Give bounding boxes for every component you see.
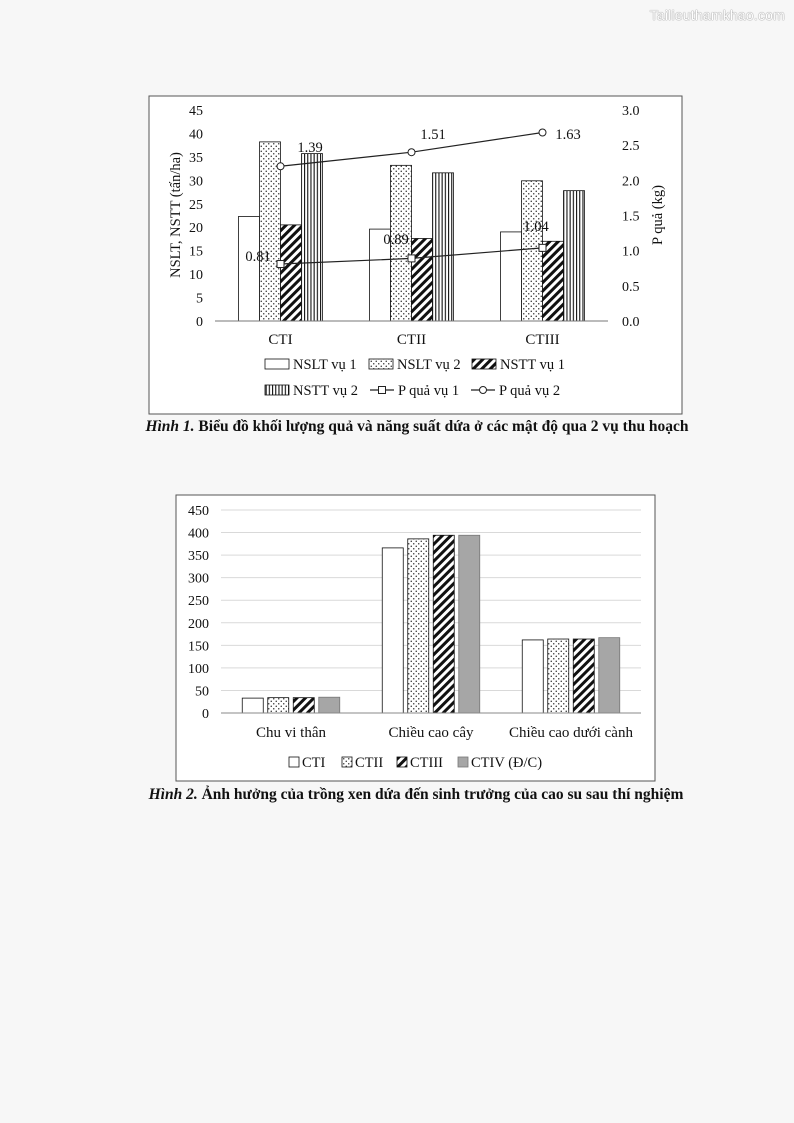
y-tick-label: 0 (202, 707, 209, 722)
legend-label-nslt-vu-2: NSLT vụ 2 (397, 357, 461, 373)
y2-tick-label: 3.0 (622, 104, 640, 119)
bar-cti-chieu-cao-cay (382, 548, 403, 713)
data-label-p-qua-vu-2: 1.51 (420, 127, 446, 143)
y-tick-label: 30 (189, 174, 203, 190)
bar-ctiii-chu-vi-than (293, 698, 314, 713)
data-label-p-qua-vu-1: 0.89 (383, 232, 409, 248)
y-tick-label: 10 (189, 268, 203, 284)
bar-cti-chu-vi-than (242, 698, 263, 713)
legend-label-ctiii: CTIII (410, 755, 444, 771)
figure-1-caption (120, 417, 714, 437)
x-tick-label: Chiều cao cây (388, 725, 474, 741)
legend-label-p-qua-vu-2: P quả vụ 2 (499, 383, 561, 399)
y-tick-label: 35 (189, 150, 203, 166)
y-tick-label: 5 (196, 291, 203, 307)
data-label-p-qua-vu-1: 0.81 (245, 249, 271, 265)
y-tick-label: 0 (196, 315, 203, 330)
bar-ctiv-d-c-chu-vi-than (319, 697, 340, 713)
bar-ctii-chieu-cao-cay (408, 539, 429, 713)
x-tick-label: Chiều cao dưới cành (509, 725, 633, 741)
legend-swatch-cti (289, 757, 299, 767)
y2-tick-label: 0.0 (622, 315, 640, 330)
legend-label-ctiv-d-c: CTIV (Đ/C) (471, 755, 543, 771)
figure-2-caption (96, 785, 736, 805)
y2-tick-label: 0.5 (622, 279, 640, 295)
y-tick-label: 350 (188, 549, 209, 565)
legend-label-nstt-vu-2: NSTT vụ 2 (293, 383, 358, 399)
x-tick-label: CTIII (525, 332, 560, 348)
bar-ctiii-chieu-cao-cay (433, 535, 454, 713)
watermark: Tailieuthamkhao.com (649, 7, 785, 23)
y2-tick-label: 1.0 (622, 244, 640, 260)
legend-label-ctii: CTII (355, 755, 384, 771)
y-tick-label: 40 (189, 127, 203, 143)
y-tick-label: 250 (188, 594, 209, 610)
data-label-p-qua-vu-2: 1.63 (555, 127, 581, 143)
bar-ctii-chu-vi-than (268, 698, 289, 713)
data-label-p-qua-vu-1: 1.04 (523, 219, 549, 235)
bar-ctiv-d-c-chieu-cao-duoi-canh (599, 638, 620, 713)
figure-2-text: Ảnh hưởng của trồng xen dứa đến sinh trưởng của cao su sau thí nghiệm (201, 786, 684, 803)
bar-ctii-chieu-cao-duoi-canh (548, 639, 569, 713)
y-tick-label: 25 (189, 197, 203, 213)
y-tick-label: 300 (188, 571, 209, 587)
y-tick-label: 150 (188, 639, 209, 655)
legend-label-p-qua-vu-1: P quả vụ 1 (398, 383, 460, 399)
legend-label-nslt-vu-1: NSLT vụ 1 (293, 357, 357, 373)
y-tick-label: 45 (189, 104, 203, 119)
y-tick-label: 400 (188, 526, 209, 542)
legend-label-cti: CTI (302, 755, 326, 771)
y2-axis-label: P quả (kg) (650, 185, 666, 245)
y-axis-label: NSLT, NSTT (tấn/ha) (168, 152, 184, 278)
y-tick-label: 200 (188, 616, 209, 632)
legend-swatch-ctii (342, 757, 352, 767)
y2-tick-label: 2.5 (622, 139, 640, 155)
x-tick-label: Chu vi thân (256, 725, 326, 741)
y-tick-label: 15 (189, 244, 203, 260)
y-tick-label: 20 (189, 221, 203, 237)
legend-swatch-ctiii (397, 757, 407, 767)
figure-1-label: Hình 1. (145, 418, 195, 435)
legend-label-nstt-vu-1: NSTT vụ 1 (500, 357, 565, 373)
x-tick-label: CTI (268, 332, 293, 348)
x-tick-label: CTII (396, 332, 427, 348)
y-tick-label: 450 (188, 504, 209, 519)
data-label-p-qua-vu-2: 1.39 (297, 140, 323, 156)
y2-tick-label: 2.0 (622, 174, 640, 190)
y-tick-label: 100 (188, 661, 209, 677)
bar-cti-chieu-cao-duoi-canh (522, 640, 543, 713)
y2-tick-label: 1.5 (622, 209, 640, 225)
figure-1-text: Biểu đồ khối lượng quả và năng suất dứa ở các mật độ qua 2 vụ thu hoạch (198, 418, 689, 435)
bar-ctiii-chieu-cao-duoi-canh (573, 639, 594, 713)
y-tick-label: 50 (195, 684, 209, 700)
legend-swatch-ctiv-d-c (458, 757, 468, 767)
bar-ctiv-d-c-chieu-cao-cay (459, 535, 480, 713)
figure-2-label: Hình 2. (148, 786, 198, 803)
